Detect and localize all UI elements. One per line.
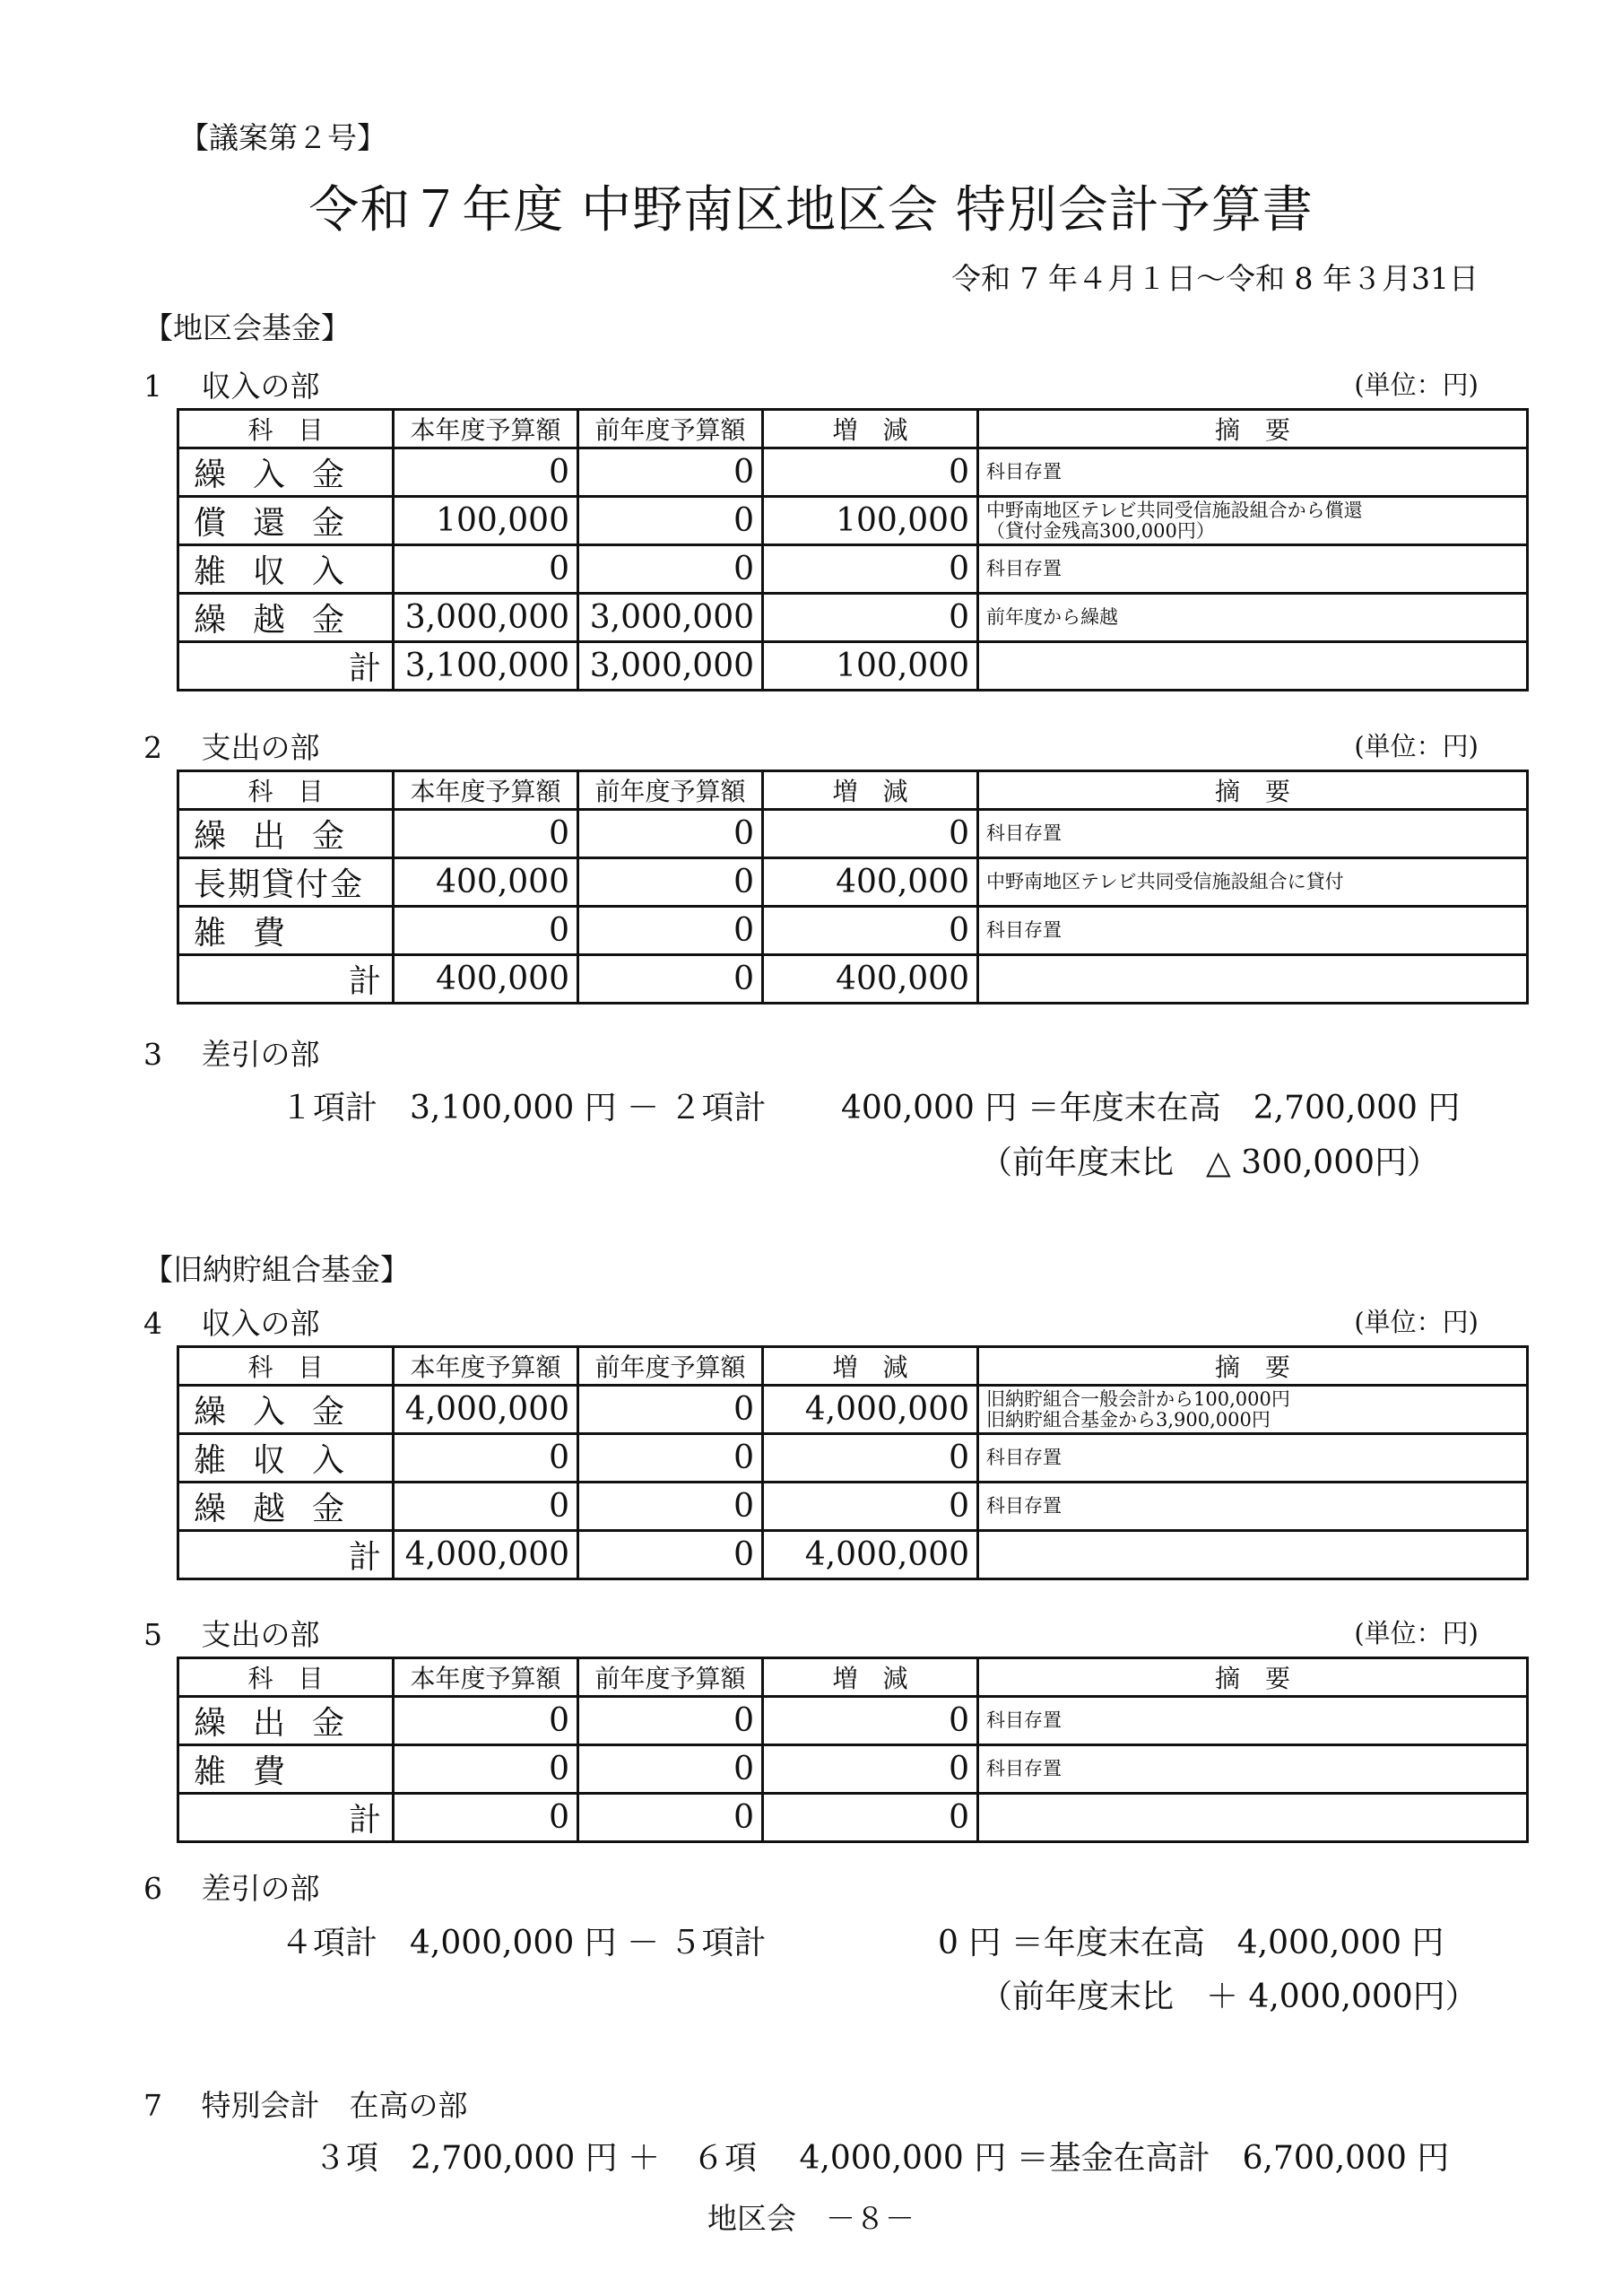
current-budget-cell: 3,000,000 — [394, 594, 578, 642]
column-header: 摘 要 — [978, 1347, 1528, 1386]
budget-table-4 — [177, 1345, 1529, 1580]
row-subject: 雑費 — [178, 1745, 394, 1794]
current-budget-cell: 0 — [394, 545, 578, 594]
note-cell: 科目存置 — [978, 448, 1528, 497]
table-header-row — [178, 771, 1528, 810]
current-budget-cell: 400,000 — [394, 955, 578, 1004]
table-row — [178, 1483, 1528, 1531]
difference-cell: 0 — [763, 907, 978, 955]
column-header: 摘 要 — [978, 1658, 1528, 1697]
current-budget-cell: 0 — [394, 810, 578, 858]
note-cell: 科目存置 — [978, 1697, 1528, 1745]
note-cell — [978, 955, 1528, 1004]
difference-cell: 100,000 — [763, 497, 978, 545]
current-budget-cell: 3,100,000 — [394, 642, 578, 691]
current-budget-cell: 100,000 — [394, 497, 578, 545]
note-cell — [978, 1794, 1528, 1842]
column-header: 科 目 — [178, 1658, 394, 1697]
table-row — [178, 1386, 1528, 1434]
table-row — [178, 594, 1528, 642]
previous-budget-cell: 0 — [578, 545, 763, 594]
column-header: 摘 要 — [978, 410, 1528, 448]
unit-label-2: (単位：円) — [1354, 731, 1479, 761]
table-header-row — [178, 1658, 1528, 1697]
note-cell: 科目存置 — [978, 907, 1528, 955]
previous-budget-cell: 0 — [578, 1794, 763, 1842]
row-subject: 繰越金 — [178, 594, 394, 642]
section-heading-5: 5 支出の部 — [143, 1617, 320, 1652]
budget-table-1 — [177, 408, 1529, 691]
column-header: 本年度予算額 — [394, 410, 578, 448]
difference-cell: 400,000 — [763, 858, 978, 907]
note-cell — [978, 1531, 1528, 1579]
current-budget-cell: 400,000 — [394, 858, 578, 907]
difference-cell: 400,000 — [763, 955, 978, 1004]
difference-cell: 100,000 — [763, 642, 978, 691]
difference-cell: 0 — [763, 448, 978, 497]
balance-compare-1: （前年度末比 △ 300,000円） — [980, 1144, 1439, 1181]
table-total-row — [178, 1794, 1528, 1842]
previous-budget-cell: 0 — [578, 1745, 763, 1794]
difference-cell: 0 — [763, 810, 978, 858]
note-cell: 中野南地区テレビ共同受信施設組合から償還 （貸付金残高300,000円） — [978, 497, 1528, 545]
bill-number: 【議案第２号】 — [179, 120, 386, 155]
table-row — [178, 907, 1528, 955]
column-header: 科 目 — [178, 1347, 394, 1386]
section-heading-1: 1 収入の部 — [143, 369, 320, 404]
fund-name-1: 【地区会基金】 — [143, 310, 351, 345]
balance-line-2: ４項計 4,000,000 円 － ５項計 0 円 ＝年度末在高 4,000,000 円 — [281, 1925, 1444, 1961]
column-header: 増 減 — [763, 1347, 978, 1386]
table-row — [178, 810, 1528, 858]
note-cell: 旧納貯組合一般会計から100,000円 旧納貯組合基金から3,900,000円 — [978, 1386, 1528, 1434]
table-row — [178, 545, 1528, 594]
previous-budget-cell: 0 — [578, 907, 763, 955]
section-heading-2: 2 支出の部 — [143, 730, 320, 765]
current-budget-cell: 4,000,000 — [394, 1531, 578, 1579]
note-cell: 科目存置 — [978, 1434, 1528, 1483]
section-heading-7: 7 特別会計 在高の部 — [143, 2088, 468, 2123]
row-subject: 雑費 — [178, 907, 394, 955]
row-subject: 計 — [178, 642, 394, 691]
current-budget-cell: 4,000,000 — [394, 1386, 578, 1434]
budget-table-2 — [177, 770, 1529, 1004]
note-cell: 科目存置 — [978, 1483, 1528, 1531]
row-subject: 繰入金 — [178, 448, 394, 497]
difference-cell: 0 — [763, 594, 978, 642]
note-cell: 科目存置 — [978, 1745, 1528, 1794]
current-budget-cell: 0 — [394, 1794, 578, 1842]
current-budget-cell: 0 — [394, 1434, 578, 1483]
previous-budget-cell: 0 — [578, 1434, 763, 1483]
table-row — [178, 1697, 1528, 1745]
row-subject: 雑収入 — [178, 545, 394, 594]
note-cell: 中野南地区テレビ共同受信施設組合に貸付 — [978, 858, 1528, 907]
table-row — [178, 1745, 1528, 1794]
previous-budget-cell: 0 — [578, 1531, 763, 1579]
current-budget-cell: 0 — [394, 1745, 578, 1794]
table-row — [178, 448, 1528, 497]
note-cell: 科目存置 — [978, 545, 1528, 594]
previous-budget-cell: 0 — [578, 448, 763, 497]
row-subject: 雑収入 — [178, 1434, 394, 1483]
previous-budget-cell: 3,000,000 — [578, 594, 763, 642]
difference-cell: 0 — [763, 545, 978, 594]
difference-cell: 0 — [763, 1745, 978, 1794]
row-subject: 長期貸付金 — [178, 858, 394, 907]
column-header: 前年度予算額 — [578, 410, 763, 448]
row-subject: 繰出金 — [178, 1697, 394, 1745]
section-heading-4: 4 収入の部 — [143, 1306, 320, 1341]
table-row — [178, 858, 1528, 907]
row-subject: 計 — [178, 955, 394, 1004]
difference-cell: 0 — [763, 1483, 978, 1531]
previous-budget-cell: 3,000,000 — [578, 642, 763, 691]
column-header: 本年度予算額 — [394, 1658, 578, 1697]
difference-cell: 0 — [763, 1434, 978, 1483]
row-subject: 償還金 — [178, 497, 394, 545]
page-footer: 地区会 －８－ — [707, 2201, 915, 2236]
section-heading-6: 6 差引の部 — [143, 1871, 320, 1906]
note-cell: 科目存置 — [978, 810, 1528, 858]
previous-budget-cell: 0 — [578, 1386, 763, 1434]
document-title: 令和７年度 中野南区地区会 特別会計予算書 — [308, 181, 1314, 239]
current-budget-cell: 0 — [394, 1483, 578, 1531]
difference-cell: 0 — [763, 1794, 978, 1842]
budget-table-5 — [177, 1657, 1529, 1843]
unit-label-4: (単位：円) — [1354, 1307, 1479, 1337]
column-header: 前年度予算額 — [578, 771, 763, 810]
table-total-row — [178, 1531, 1528, 1579]
balance-line-1: １項計 3,100,000 円 － ２項計 400,000 円 ＝年度末在高 2,700,000 円 — [281, 1090, 1461, 1126]
column-header: 増 減 — [763, 410, 978, 448]
current-budget-cell: 0 — [394, 1697, 578, 1745]
table-row — [178, 1434, 1528, 1483]
unit-label-5: (単位：円) — [1354, 1618, 1479, 1648]
previous-budget-cell: 0 — [578, 1697, 763, 1745]
section-heading-3: 3 差引の部 — [143, 1037, 320, 1072]
column-header: 本年度予算額 — [394, 771, 578, 810]
column-header: 前年度予算額 — [578, 1347, 763, 1386]
previous-budget-cell: 0 — [578, 955, 763, 1004]
fund-name-2: 【旧納貯組合基金】 — [143, 1252, 410, 1287]
note-cell — [978, 642, 1528, 691]
table-header-row — [178, 410, 1528, 448]
difference-cell: 4,000,000 — [763, 1531, 978, 1579]
column-header: 摘 要 — [978, 771, 1528, 810]
special-total-line: ３項 2,700,000 円 ＋ ６項 4,000,000 円 ＝基金在高計 6,700,000 円 — [314, 2140, 1450, 2177]
previous-budget-cell: 0 — [578, 858, 763, 907]
column-header: 前年度予算額 — [578, 1658, 763, 1697]
previous-budget-cell: 0 — [578, 497, 763, 545]
balance-compare-2: （前年度末比 ＋ 4,000,000円） — [980, 1979, 1478, 2015]
row-subject: 計 — [178, 1531, 394, 1579]
difference-cell: 4,000,000 — [763, 1386, 978, 1434]
row-subject: 繰越金 — [178, 1483, 394, 1531]
column-header: 本年度予算額 — [394, 1347, 578, 1386]
table-total-row — [178, 642, 1528, 691]
unit-label-1: (単位：円) — [1354, 370, 1479, 400]
row-subject: 計 — [178, 1794, 394, 1842]
previous-budget-cell: 0 — [578, 1483, 763, 1531]
row-subject: 繰出金 — [178, 810, 394, 858]
column-header: 増 減 — [763, 1658, 978, 1697]
note-cell: 前年度から繰越 — [978, 594, 1528, 642]
previous-budget-cell: 0 — [578, 810, 763, 858]
current-budget-cell: 0 — [394, 448, 578, 497]
row-subject: 繰入金 — [178, 1386, 394, 1434]
current-budget-cell: 0 — [394, 907, 578, 955]
column-header: 科 目 — [178, 410, 394, 448]
difference-cell: 0 — [763, 1697, 978, 1745]
table-total-row — [178, 955, 1528, 1004]
table-row — [178, 497, 1528, 545]
table-header-row — [178, 1347, 1528, 1386]
column-header: 増 減 — [763, 771, 978, 810]
fiscal-period: 令和 7 年４月１日～令和 8 年３月31日 — [951, 261, 1479, 296]
column-header: 科 目 — [178, 771, 394, 810]
